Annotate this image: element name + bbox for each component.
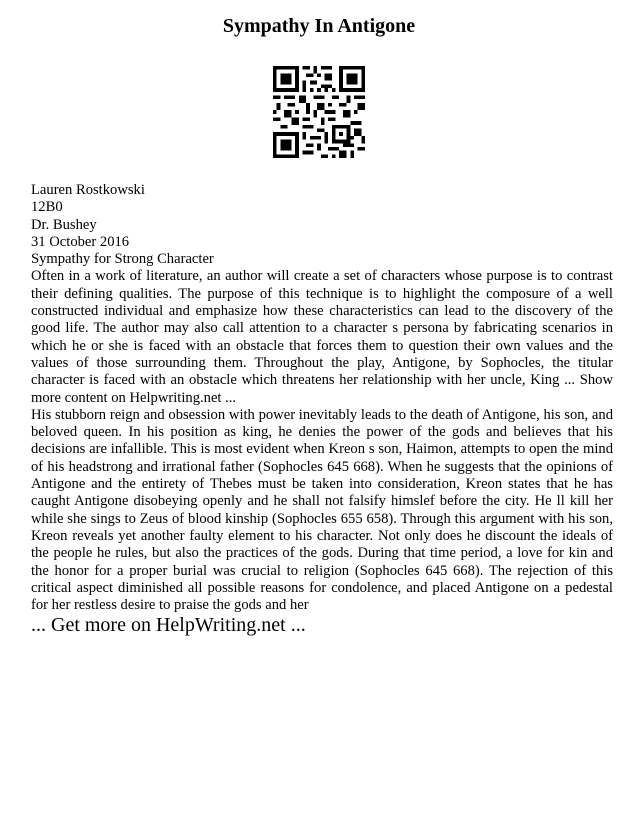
qr-code-icon [273,66,365,158]
document-body [31,182,613,614]
author-name: Lauren Rostkowski [31,182,145,198]
document-title: Sympathy In Antigone [222,15,416,37]
body-paragraph-2: His stubborn reign and obsession with power inevitably leads to the death of Antigone, his son, and beloved queen. In his position as king, he denies the power of the gods and believes that his decisions are infallible. This is most evident when Kreon s son, Haimon, attempts to open the mind of his headstrong and irrational father (Sophocles 645 668). When he suggests that the opinions of Antigone and the entirety of Thebes must be taken into consideration, Kreon states that he has caught Antigone disobeying openly and he shall not falsify himslef before the city. He ll kill her while she sings to Zeus of blood kinship (Sophocles 655 658). Through this argument with his son, Kreon reveals yet another faulty element to his character. Not only does he discount the ideals of the people he rules, but also the practices of the gods. During that time period, a love for kin and the honor for a proper burial was crucial to religion (Sophocles 645 668). The rejection of this critical aspect diminished all possible reasons for condolence, and placed Antigone on a pedestal for her restless desire to praise the gods and her [31,406,613,614]
instructor-name: Dr. Bushey [31,216,97,233]
class-code: 12B0 [31,199,63,216]
document-date: 31 October 2016 [31,233,130,250]
get-more-link[interactable]: ... Get more on HelpWriting.net ... [31,614,306,636]
body-paragraph-1: Often in a work of literature, an author will create a set of characters whose purpose is to contrast their defining qualities. The purpose of this technique is to highlight the composure of a well constructed individual and emphasize how these characteristics can lead to the discovery of the good life. The author may also call attention to a character s persona by fabricating scenarios in which he or she is faced with an obstacle that forces them to question their own values and the values of those surrounding them. Throughout the play, Antigone, by Sophocles, the titular character is faced with an obstacle which threatens her relationship with her uncle, King ... Show more content on Helpwriting.net ... [31,268,613,406]
essay-subtitle: Sympathy for Strong Character [31,251,214,268]
